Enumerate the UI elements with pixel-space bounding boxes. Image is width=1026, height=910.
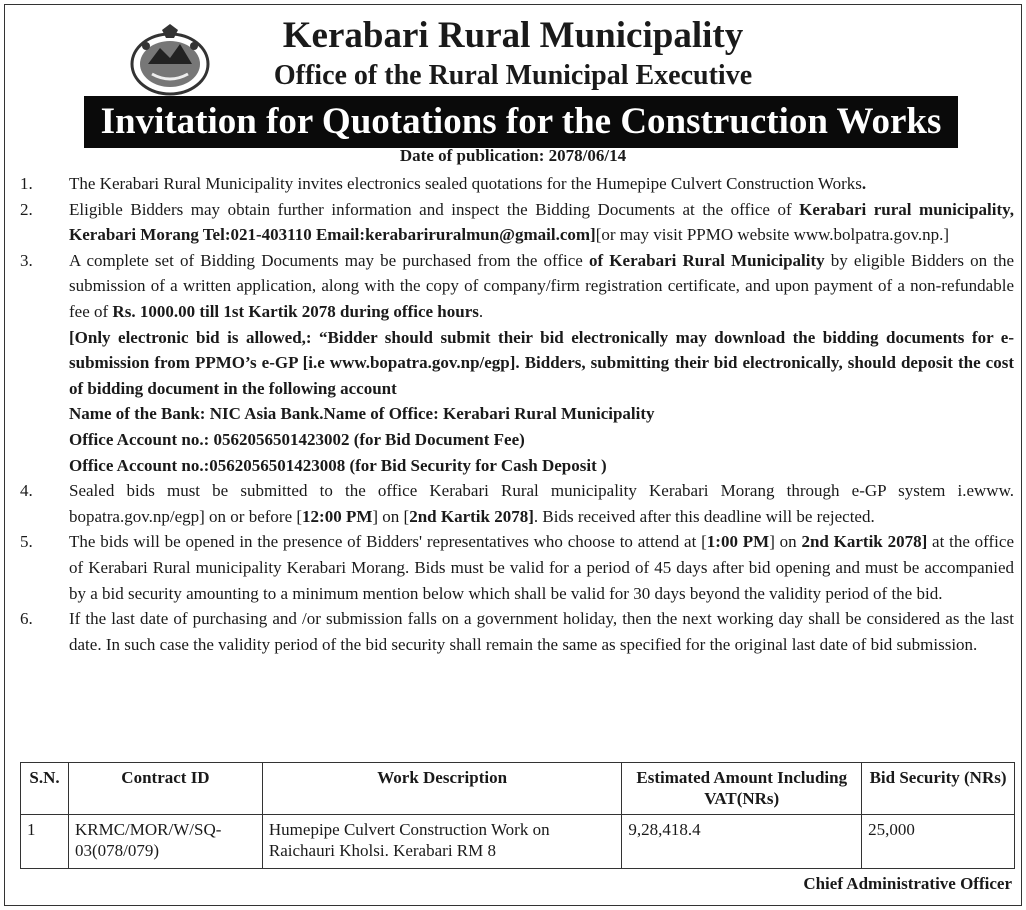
item-text: If the last date of purchasing and /or submission falls on a government holiday, then the next working day shall be considered as the last date. In such case the validity period of the bid security shall remain the same as specified for the original last date of bid submission. — [69, 609, 1014, 654]
notice-banner: Invitation for Quotations for the Construction Works — [84, 96, 958, 148]
list-item — [20, 606, 1014, 657]
header-bid-security: Bid Security (NRs) — [862, 763, 1015, 815]
list-item — [20, 171, 1014, 197]
header-sn: S.N. — [21, 763, 69, 815]
list-item — [20, 478, 1014, 529]
item-text: Name of the Bank: NIC Asia Bank.Name of Office: Kerabari Rural Municipality — [69, 404, 655, 424]
item-number: 4. — [20, 481, 33, 501]
item-text: Office Account no.: 0562056501423002 (for Bid Document Fee) — [69, 429, 525, 449]
item-number: 2. — [20, 199, 33, 219]
item-number: 3. — [20, 250, 33, 270]
item-text: of Kerabari Rural Municipality — [589, 250, 825, 270]
cell-contract-id: KRMC/MOR/W/SQ-03(078/079) — [68, 815, 262, 869]
item-text: ] on — [769, 532, 802, 552]
item-text: at the office of Kerabari Rural municipality Kerabari Morang. Bids must be valid for a period of 45 days after bid opening and must be accompanied by a bid security amounting to a minimum mention below which shall be valid for 30 days beyond the validity period of the bid. — [69, 532, 1014, 603]
item-text: ] on [ — [372, 506, 410, 526]
notice-header — [0, 0, 1026, 165]
list-item — [20, 529, 1014, 606]
item-text: by eligible Bidders on the submission of a written application, along with the copy of company/firm registration certificate, and upon payment of a non-refundable fee of — [69, 250, 1014, 321]
cell-sn: 1 — [21, 815, 69, 869]
item-text: Eligible Bidders may obtain further information and inspect the Bidding Documents at the office of — [69, 199, 800, 219]
item-text: [Only electronic bid is allowed,: “Bidder should submit their bid electronically may download the bidding documents for e-submission from PPMO’s e-GP [i.e www.bopatra.gov.np/egp]. Bidders, submitting their bid electronically, should deposit the cost of bidding document in the following account — [69, 327, 1014, 398]
municipality-title: Kerabari Rural Municipality — [282, 15, 744, 56]
item-text: 12:00 PM — [302, 506, 373, 526]
signature-title: Chief Administrative Officer — [803, 874, 1012, 893]
list-item — [20, 197, 1014, 248]
item-text: . — [478, 301, 484, 321]
item-text: 1:00 PM — [706, 532, 770, 552]
publication-date: Date of publication: 2078/06/14 — [399, 146, 627, 165]
item-text: Rs. 1000.00 till 1st Kartik 2078 during office hours — [112, 301, 479, 321]
item-number: 6. — [20, 609, 33, 629]
header-contract-id: Contract ID — [68, 763, 262, 815]
item-text: Kerabari rural municipality, Kerabari Morang Tel:021-403110 Email:kerabariruralmun@gmail.com] — [69, 199, 1014, 245]
table-header-row — [21, 763, 1015, 815]
item-text: Office Account no.:0562056501423008 (for Bid Security for Cash Deposit ) — [69, 455, 607, 475]
table-row — [21, 815, 1015, 869]
item-text: Sealed bids must be submitted to the office Kerabari Rural municipality Kerabari Morang through e-GP system i.ewww. bopatra.gov.np/egp] on or before [ — [69, 481, 1014, 526]
item-text: A complete set of Bidding Documents may be purchased from the office — [69, 250, 589, 270]
header-estimated-amount: Estimated Amount Including VAT(NRs) — [622, 763, 862, 815]
contract-table — [20, 762, 1015, 869]
header-work-description: Work Description — [262, 763, 622, 815]
office-subtitle: Office of the Rural Municipal Executive — [273, 60, 753, 91]
list-item — [20, 248, 1014, 478]
item-text: The bids will be opened in the presence of Bidders' representatives who choose to attend at [ — [69, 532, 707, 552]
cell-work-description: Humepipe Culvert Construction Work on Raichauri Kholsi. Kerabari RM 8 — [262, 815, 622, 869]
item-number: 5. — [20, 532, 33, 552]
cell-bid-security: 25,000 — [862, 815, 1015, 869]
item-number: 1. — [20, 174, 33, 193]
item-text: The Kerabari Rural Municipality invites electronics sealed quotations for the Humepipe Culvert Construction Works — [69, 174, 862, 193]
item-text: . Bids received after this deadline will be rejected. — [533, 506, 875, 526]
cell-estimated-amount: 9,28,418.4 — [622, 815, 862, 869]
item-text: . — [861, 174, 867, 193]
item-text: 2nd Kartik 2078] — [409, 506, 534, 526]
item-text: 2nd Kartik 2078] — [801, 532, 928, 552]
item-text: [or may visit PPMO website www.bolpatra.gov.np.] — [595, 225, 950, 245]
notice-body — [20, 171, 1014, 657]
